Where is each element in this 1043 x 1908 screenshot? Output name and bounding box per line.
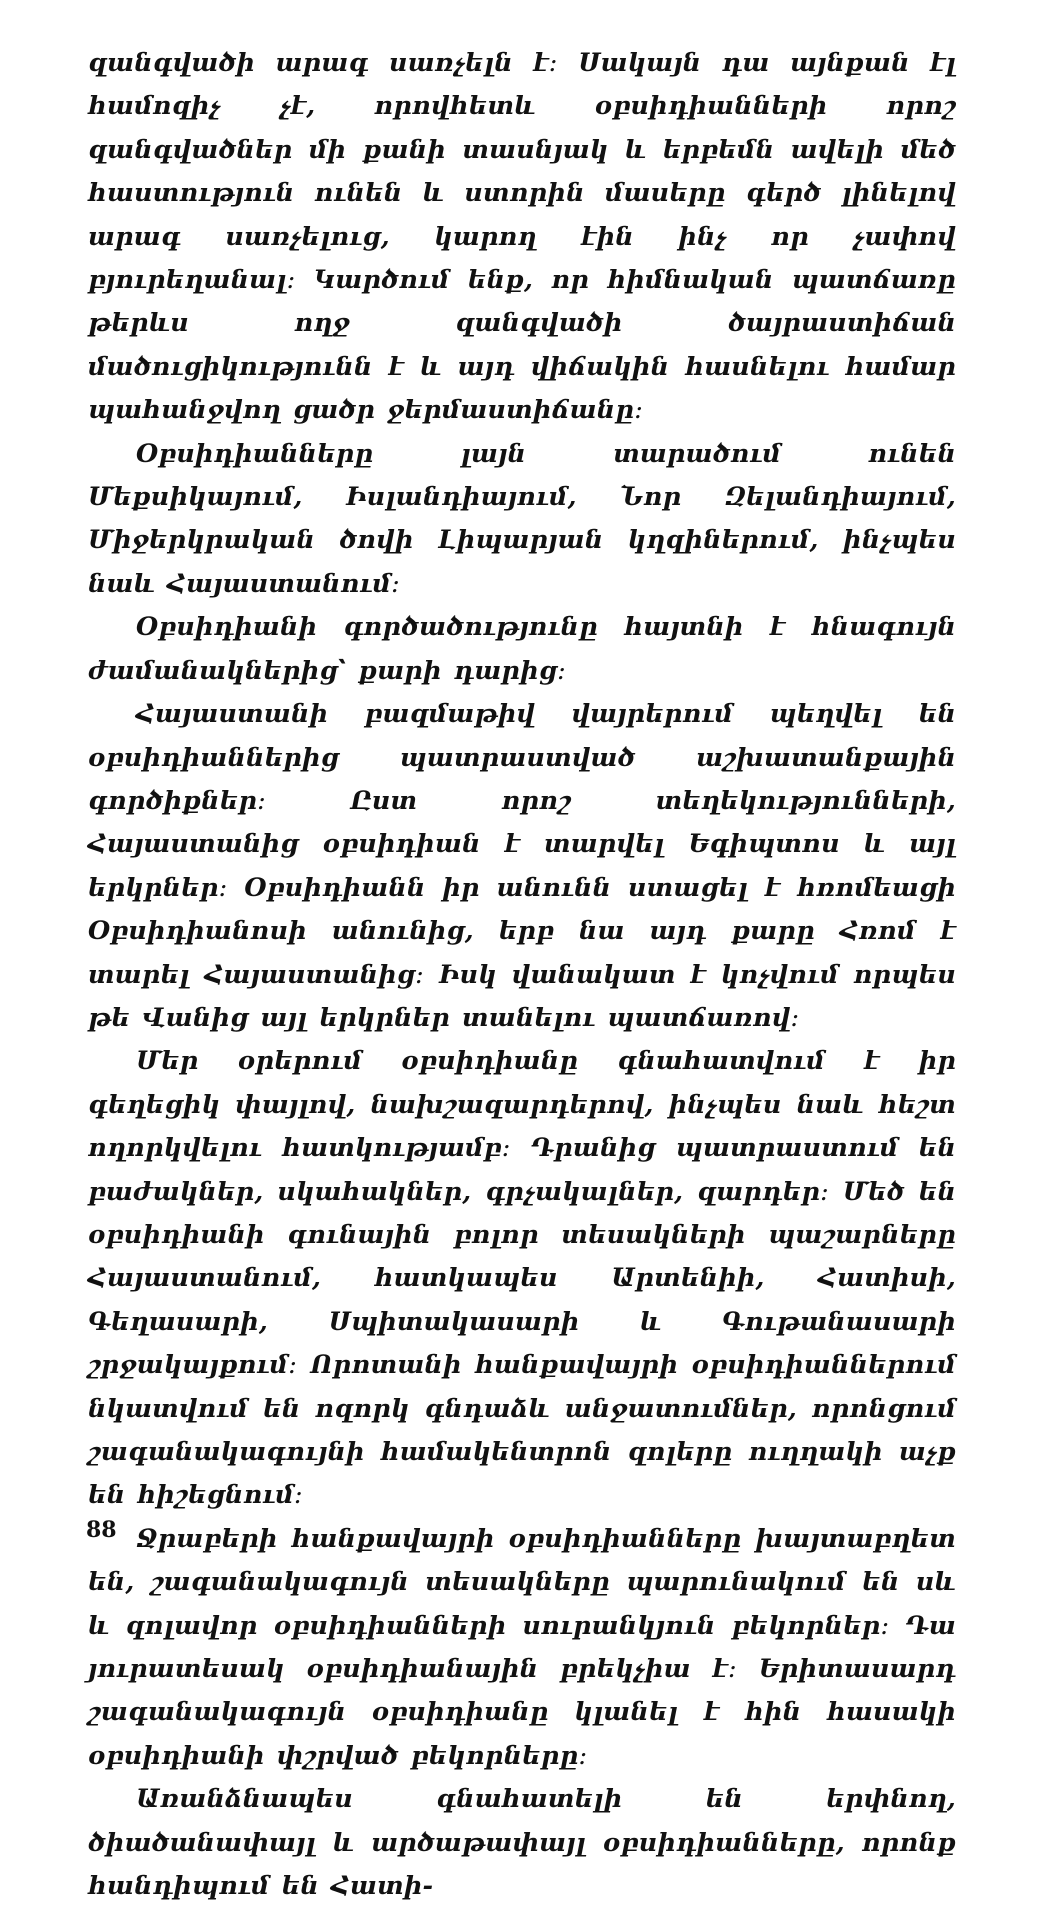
paragraph-4: Հայաստանի բազմաթիվ վայրերում պեղվել են օբսիդիաններից պատրաստված աշխատանքային գործիքներ։ Ըստ որոշ տեղեկությունների, Հայաստանից օբսիդիան է տարվել Եգիպտոս և այլ երկրներ։ Օբսիդիանն իր անունն ստացել է հռոմեացի Օբսիդիանոսի անունից, երբ նա այդ քարը Հռոմ է տարել Հայաստանից։ Իսկ վանակատ է կոչվում որպես թե Վանից այլ երկրներ տանելու պատճառով։	[88, 699, 956, 1033]
page-body	[88, 42, 956, 1908]
paragraph-5: Մեր օրերում օբսիդիանը գնահատվում է իր գեղեցիկ փայլով, նախշազարդերով, ինչպես նաև հեշտ ողորկվելու հատկությամբ։ Դրանից պատրաստում են բաժակներ, սկահակներ, գրչակալներ, զարդեր։ Մեծ են օբսիդիանի գունային բոլոր տեսակների պաշարները Հայաստանում, հատկապես Արտենիի, Հատիսի, Գեղասարի, Սպիտակասարի և Գութանասարի շրջակայքում։ Որոտանի հանքավայրի օբսիդիաններում նկատվում են ոզորկ գնդաձև անջատումներ, որոնցում շագանակագույնի համակենտրոն զոլերը ուղղակի աչք են հիշեցնում։	[88, 1046, 956, 1511]
paragraph-7: Առանձնապես գնահատելի են երփնող, ծիածանափայլ և արծաթափայլ օբսիդիանները, որոնք հանդիպում են Հատի-	[88, 1784, 956, 1902]
page-number: 88	[86, 1517, 117, 1543]
paragraph-6: Ջրաբերի հանքավայրի օբսիդիանները խայտաբղետ են, շագանակագույն տեսակները պարունակում են սև և զոլավոր օբսիդիանների սուրանկյուն բեկորներ։ Դա յուրատեսակ օբսիդիանային բրեկչիա է։ Երիտասարդ շագանակագույն օբսիդիանը կլանել է հին հասակի օբսիդիանի փշրված բեկորները։	[88, 1523, 956, 1771]
paragraph-1: զանգվածի արագ սառչելն է։ Սակայն դա այնքան էլ համոզիչ չէ, որովհետև օբսիդիանների որոշ զանգվածներ մի քանի տասնյակ և երբեմն ավելի մեծ հաստություն ունեն և ստորին մասերը գերծ լինելով արագ սառչելուց, կարող էին ինչ որ չափով բյուրեղանալ։ Կարծում ենք, որ հիմնական պատճառը թերևս ողջ զանգվածի ծայրաստիճան մածուցիկությունն է և այդ վիճակին հասնելու համար պահանջվող ցածր ջերմաստիճանը։	[88, 48, 956, 426]
paragraph-3: Օբսիդիանի գործածությունը հայտնի է հնագույն ժամանակներից՝ քարի դարից։	[88, 612, 956, 686]
paragraph-2: Օբսիդիանները լայն տարածում ունեն Մեքսիկայում, Իսլանդիայում, Նոր Զելանդիայում, Միջերկրական ծովի Լիպարյան կղզիներում, ինչպես նաև Հայաստանում։	[88, 438, 956, 599]
